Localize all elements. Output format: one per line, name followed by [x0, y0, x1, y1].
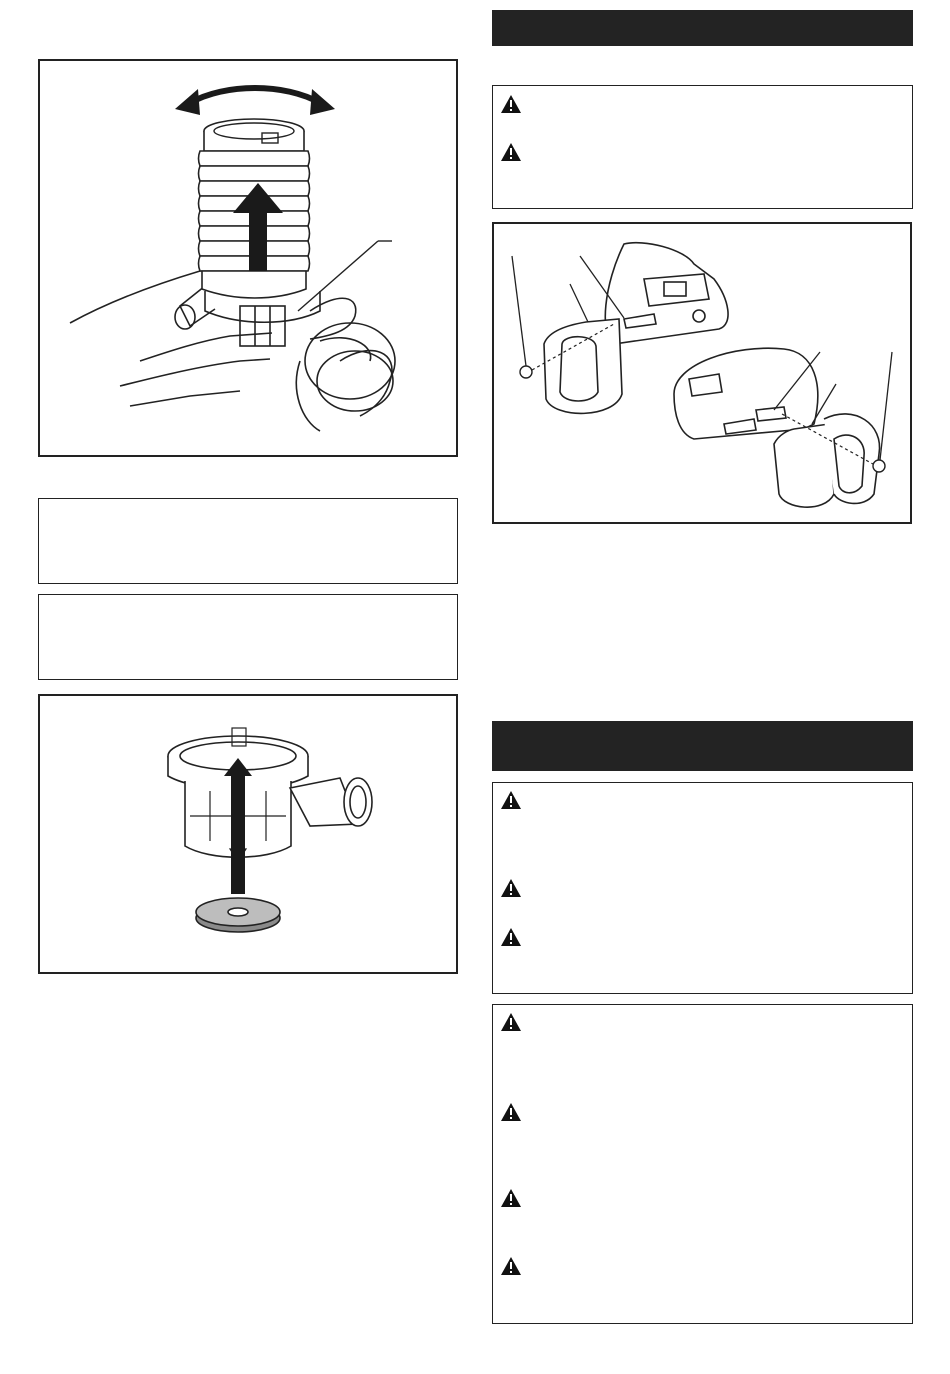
figure-bellows-removal [38, 59, 458, 457]
caution-box-2 [492, 782, 913, 994]
bellows-illustration [40, 61, 456, 455]
warning-icon [500, 1012, 522, 1032]
figure-hook-installation [492, 222, 912, 524]
caution-box-1 [492, 85, 913, 209]
warning-icon [500, 1102, 522, 1122]
caution-box-3 [492, 1004, 913, 1324]
section-header-bar-2 [492, 721, 913, 771]
warning-icon [500, 1256, 522, 1276]
dust-cup-illustration [40, 696, 456, 972]
warning-icon [500, 1188, 522, 1208]
note-box-1 [38, 498, 458, 584]
warning-icon [500, 94, 522, 114]
section-header-bar-1 [492, 10, 913, 46]
hook-illustration [494, 224, 910, 522]
warning-icon [500, 142, 522, 162]
warning-icon [500, 878, 522, 898]
warning-icon [500, 790, 522, 810]
figure-dust-cup [38, 694, 458, 974]
note-box-2 [38, 594, 458, 680]
warning-icon [500, 927, 522, 947]
